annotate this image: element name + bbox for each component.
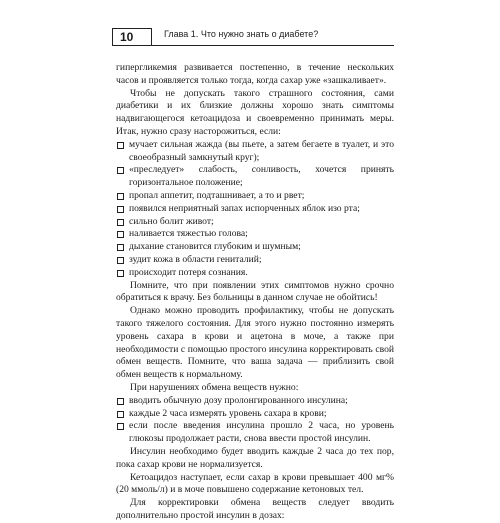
checkbox-bullet-icon	[117, 423, 124, 430]
page-number: 10	[112, 28, 152, 46]
list-item: зудит кожа в области гениталий;	[116, 254, 394, 267]
paragraph: При нарушениях обмена веществ нужно:	[130, 381, 299, 393]
page-header	[112, 28, 394, 48]
checkbox-bullet-icon	[117, 244, 124, 251]
checkbox-bullet-icon	[117, 257, 124, 264]
paragraph: Для корректировки обмена веществ следует вводить дополнительно простой инсулин в дозах:	[116, 497, 394, 521]
checkbox-bullet-icon	[117, 219, 124, 226]
paragraph: Чтобы не допускать такого страшного состояния, сами диабетики и их близкие должны хорошо знать симптомы надвигающегося кетоацидоза и своевременно принимать меры. Итак, нужно сразу насторожиться, если:	[116, 87, 394, 137]
symptoms-list	[116, 139, 394, 280]
chapter-title: Глава 1. Что нужно знать о диабете?	[164, 29, 319, 39]
checkbox-bullet-icon	[117, 270, 124, 277]
list-item: мучает сильная жажда (вы пьете, а затем бегаете в туалет, и это своеобразный замкнутый круг);	[116, 139, 394, 165]
header-rule	[152, 45, 394, 46]
actions-list	[116, 395, 394, 446]
list-item: если после введения инсулина прошло 2 часа, но уровень глюкозы продолжает расти, снова ввести простой инсулин.	[116, 420, 394, 446]
paragraph: Кетоацидоз наступает, если сахар в крови превышает 400 мг% (20 ммоль/л) и в моче повышено содержание кетоновых тел.	[116, 471, 394, 496]
checkbox-bullet-icon	[117, 193, 124, 200]
checkbox-bullet-icon	[117, 142, 124, 149]
checkbox-bullet-icon	[117, 398, 124, 405]
list-item: появился неприятный запах испорченных яблок изо рта;	[116, 203, 394, 216]
list-item: происходит потеря сознания.	[116, 267, 394, 280]
list-item: «преследует» слабость, сонливость, хочется принять горизонтальное положение;	[116, 164, 394, 190]
checkbox-bullet-icon	[117, 206, 124, 213]
list-item: вводить обычную дозу пролонгированного инсулина;	[116, 395, 394, 408]
paragraph: Инсулин необходимо будет вводить каждые 2 часа до тех пор, пока сахар крови не нормализуется.	[116, 445, 394, 470]
paragraph: Однако можно проводить профилактику, чтобы не допускать такого тяжелого состояния. Для этого нужно постоянно измерять уровень сахара в крови и ацетона в моче, а также при необходимости с помощью простого инсулина корректировать свой обмен веществ. Помните, что ваша задача — приблизить свой обмен веществ к нормальному.	[116, 305, 394, 381]
list-item: наливается тяжестью голова;	[116, 228, 394, 241]
checkbox-bullet-icon	[117, 411, 124, 418]
list-item: пропал аппетит, подташнивает, а то и рвет;	[116, 190, 394, 203]
paragraph: Помните, что при появлении этих симптомов нужно срочно обратиться к врачу. Без больницы в данном случае не обойтись!	[116, 279, 394, 304]
list-item: дыхание становится глубоким и шумным;	[116, 241, 394, 254]
list-item: сильно болит живот;	[116, 216, 394, 229]
checkbox-bullet-icon	[117, 231, 124, 238]
page-body	[116, 62, 394, 523]
list-item: каждые 2 часа измерять уровень сахара в крови;	[116, 408, 394, 421]
checkbox-bullet-icon	[117, 167, 124, 174]
paragraph: гипергликемия развивается постепенно, в течение нескольких часов и проявляется только тогда, когда сахар уже «зашкаливает».	[116, 62, 394, 86]
